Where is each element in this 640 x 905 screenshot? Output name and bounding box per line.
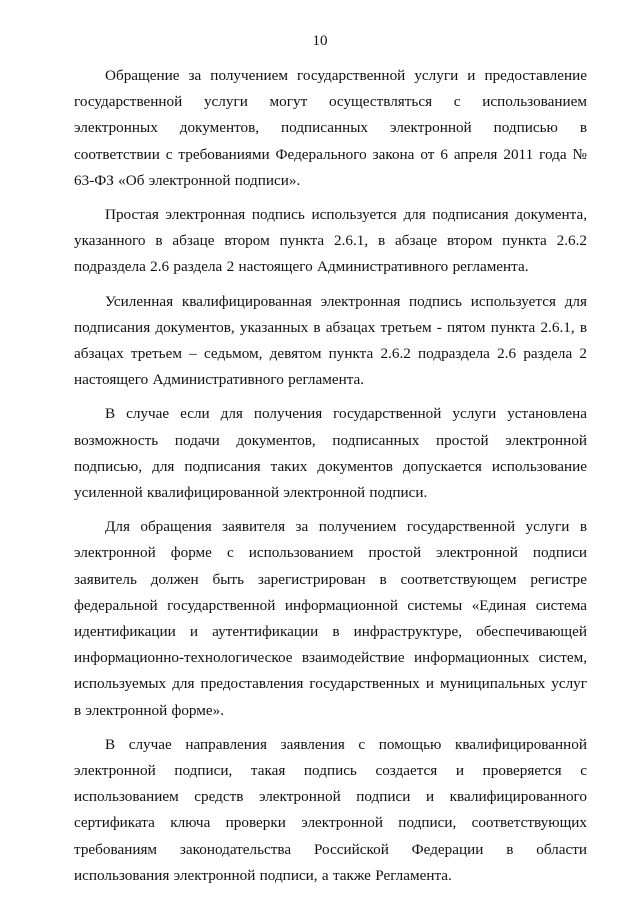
paragraph-simple-signature: Простая электронная подпись используется для подписания документа, указанного в абзаце втором пункта 2.6.1, в абзаце втором пункта 2.6.2 подраздела 2.6 раздела 2 настоящего Административного регламента. — [74, 206, 587, 276]
paragraph-signature-option: В случае если для получения государственной услуги установлена возможность подачи документов, подписанных простой электронной подписью, для подписания таких документов допускается использование усиленной квалифицированной электронной подписи. — [74, 405, 587, 502]
document-body — [74, 63, 587, 889]
paragraph-electronic-request: Обращение за получением государственной услуги и предоставление государственной услуги могут осуществляться с использованием электронных документов, подписанных электронной подписью в соответствии с требованиями Федерального закона от 6 апреля 2011 года № 63-ФЗ «Об электронной подписи». — [74, 67, 587, 189]
paragraph-qualified-signature-verification: В случае направления заявления с помощью квалифицированной электронной подписи, такая подпись создается и проверяется с использованием средств электронной подписи и квалифицированного сертификата ключа проверки электронной подписи, соответствующих требованиям законодательства Российской Федерации в области использования электронной подписи, а также Регламента. — [74, 735, 587, 884]
page-number: 10 — [312, 33, 328, 49]
paragraph-registration-requirement: Для обращения заявителя за получением государственной услуги в электронной форме с использованием простой электронной подписи заявитель должен быть зарегистрирован в соответствующем регистре федеральной государственной информационной системы «Единая система идентификации и аутентификации в инфраструктуре, обеспечивающей информационно-технологическое взаимодействие информационных систем, используемых для предоставления государственных и муниципальных услуг в электронной форме». — [74, 518, 587, 719]
paragraph-qualified-signature: Усиленная квалифицированная электронная подпись используется для подписания документов, указанных в абзацах третьем - пятом пункта 2.6.1, в абзацах третьем – седьмом, девятом пункта 2.6.2 подраздела 2.6 раздела 2 настоящего Административного регламента. — [74, 292, 587, 389]
